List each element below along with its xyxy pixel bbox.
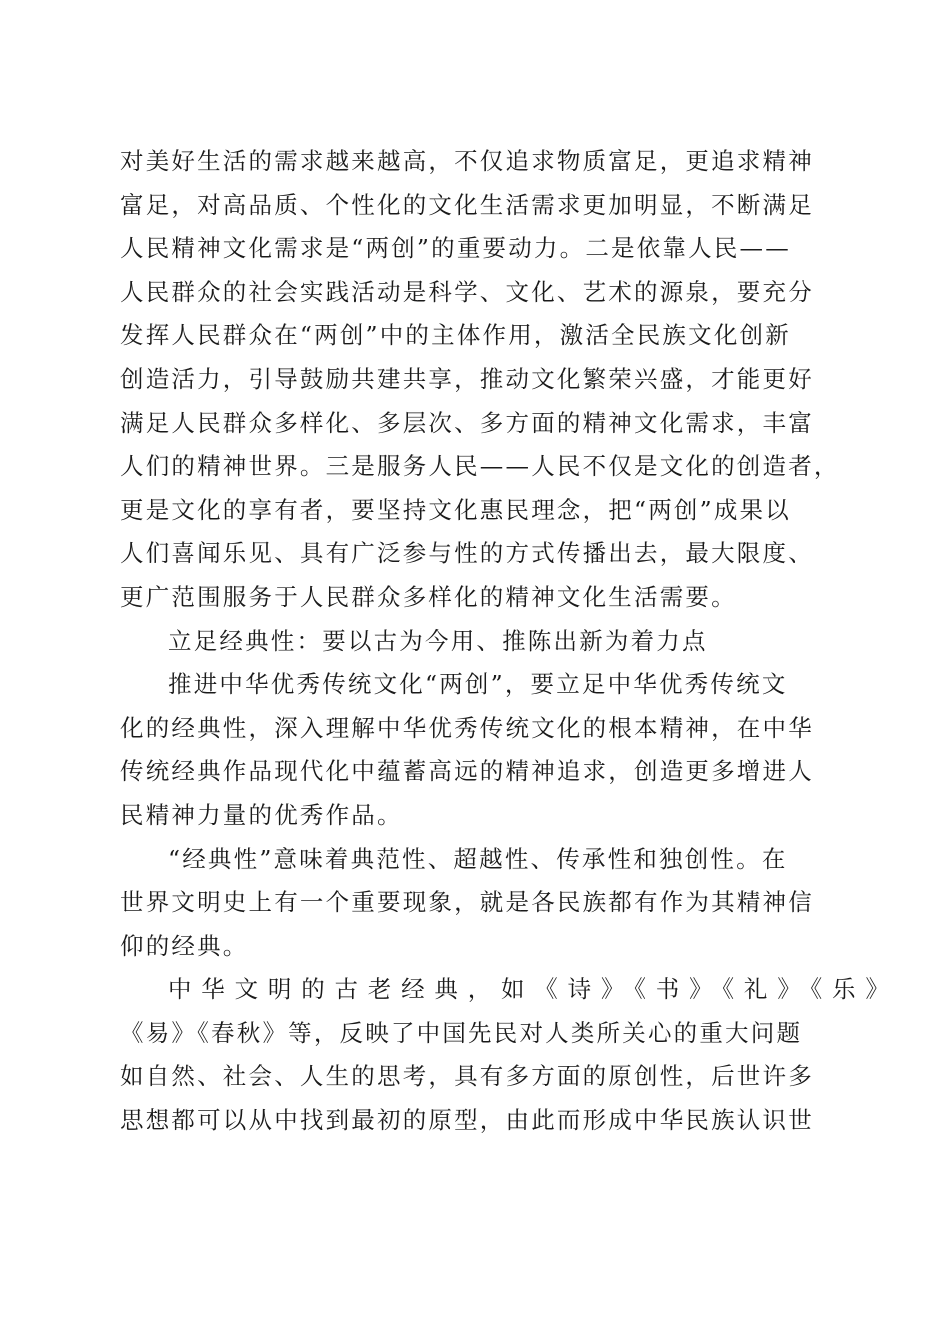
text-line: 满足人民群众多样化、多层次、多方面的精神文化需求，丰富 (120, 408, 814, 437)
text-line: 发挥人民群众在“两创”中的主体作用，激活全民族文化创新 (120, 321, 791, 350)
text-line: 对美好生活的需求越来越高，不仅追求物质富足，更追求精神 (120, 147, 814, 175)
text-line: 人民精神文化需求是“两创”的重要动力。二是依靠人民—— (120, 234, 791, 263)
text-line: 创造活力，引导鼓励共建共享，推动文化繁荣兴盛，才能更好 (120, 364, 814, 393)
text-line: 民精神力量的优秀作品。 (120, 800, 403, 829)
text-line: 更广范围服务于人民群众多样化的精神文化生活需要。 (120, 582, 737, 611)
section-heading: 立足经典性：要以古为今用、推陈出新为着力点 (168, 626, 708, 655)
text-line: 化的经典性，深入理解中华优秀传统文化的根本精神，在中华 (120, 713, 814, 742)
text-line: 仰的经典。 (120, 931, 249, 960)
text-line: 人民群众的社会实践活动是科学、文化、艺术的源泉，要充分 (120, 277, 814, 306)
text-line: 《易》《春秋》等，反映了中国先民对人类所关心的重大问题 (120, 1018, 803, 1047)
text-line: 人们的精神世界。三是服务人民——人民不仅是文化的创造者， (120, 452, 840, 481)
text-line: 更是文化的享有者，要坚持文化惠民理念，把“两创”成果以 (120, 495, 791, 524)
text-line: 如自然、社会、人生的思考，具有多方面的原创性，后世许多 (120, 1062, 814, 1091)
paragraph-first-line: 推进中华优秀传统文化“两创”，要立足中华优秀传统文 (168, 670, 788, 699)
text-line: 人们喜闻乐见、具有广泛参与性的方式传播出去，最大限度、 (120, 539, 814, 568)
text-line: 思想都可以从中找到最初的原型，由此而形成中华民族认识世 (120, 1106, 814, 1135)
body-text (120, 140, 899, 1143)
text-line: 传统经典作品现代化中蕴蓄高远的精神追求，创造更多增进人 (120, 757, 814, 786)
text-line: 世界文明史上有一个重要现象，就是各民族都有作为其精神信 (120, 888, 814, 917)
paragraph-first-line: “经典性”意味着典范性、超越性、传承性和独创性。在 (168, 844, 788, 873)
text-line: 富足，对高品质、个性化的文化生活需求更加明显，不断满足 (120, 190, 814, 219)
paragraph-first-line: 中华文明的古老经典，如《诗》《书》《礼》《乐》 (168, 975, 899, 1004)
